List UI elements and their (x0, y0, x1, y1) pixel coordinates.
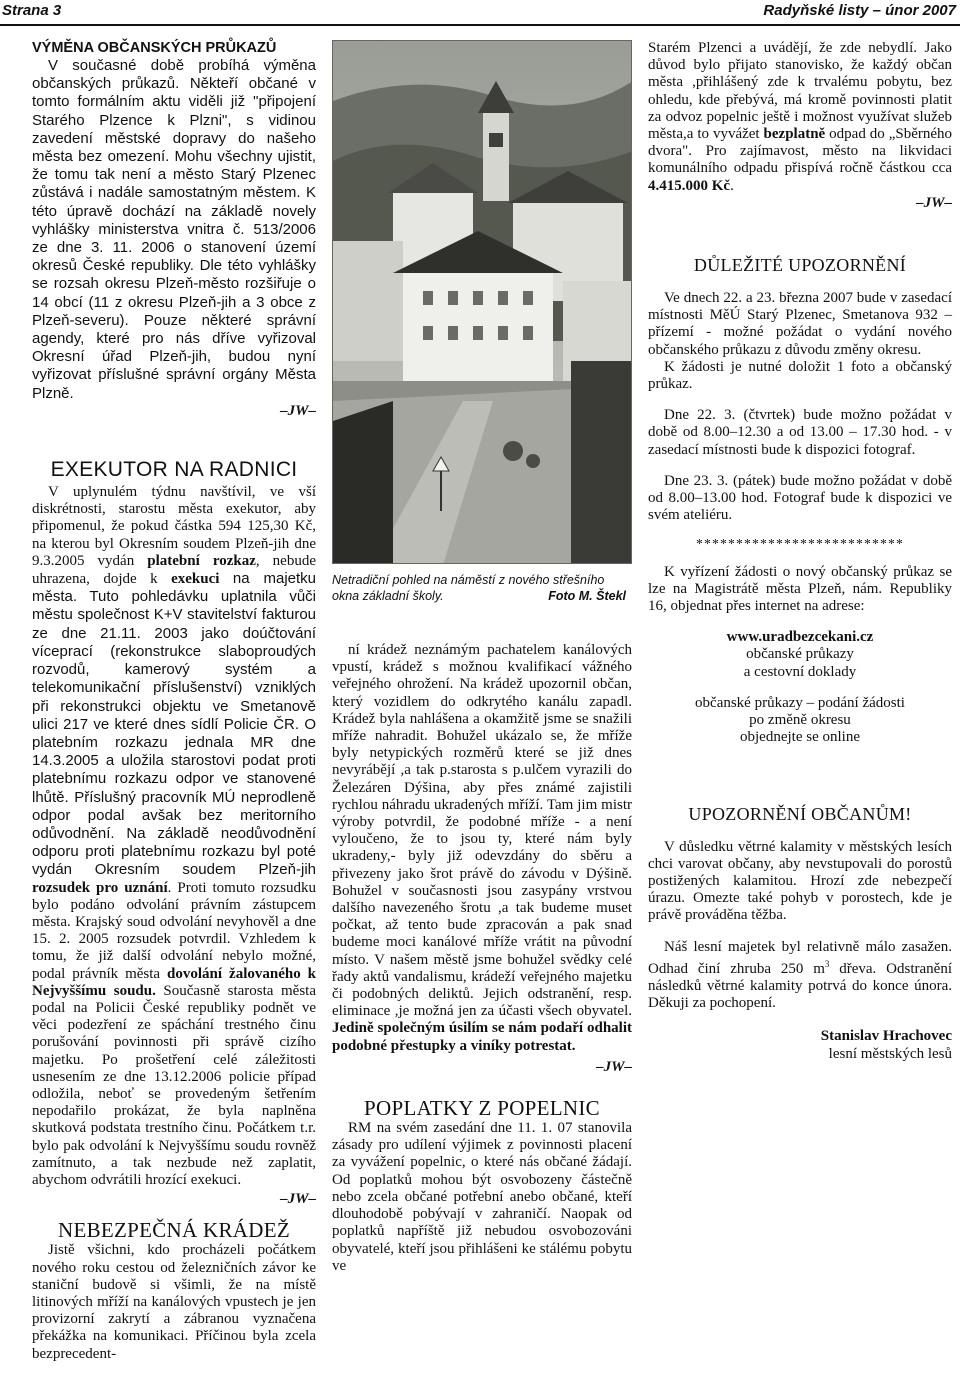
website-link[interactable]: www.uradbezcekani.cz (726, 629, 874, 646)
notice-line: občanské průkazy (746, 646, 854, 663)
photo-credit: Foto M. Štekl (548, 589, 626, 603)
column-1 (32, 40, 316, 1363)
signature: –JW– (280, 402, 316, 419)
page-number: Strana 3 (2, 2, 62, 19)
page-header (0, 0, 960, 26)
notice-line: objednejte se online (740, 729, 860, 746)
article-body-kradez-continued: ní krádež neznámým pachatelem kanálových vpustí, krádež s možnou kvalifikací vážného veřejného ohrožení. Na krádež upozornil občan, který vozidlem do odkrytého kanálu zapadl. Krádež byla nahlášena a okamžitě jsme se snažili mříže nahradit. Bohužel ukázalo se, že mříže byly netypických rozměrů které se již dnes nevyrábějí ,a tak p.starosta s p.ulčem vyrazili do Železáren Dýšina, aby přes známé zajistili rychlou náhradu ukradených mříží. Tam jim mistr výroby potvrdil, že podobné mříže - a není vyloučeno, že to jsou ty, které nám byly ukradeny,- byly již odevzdány do sběru a přivezeny jako šrot právě do závodu v Dýšině. Bohužel v současnosti jsou zasypány vrstvou dalšího navezeného šrotu ,a tak budeme muset počkat, až tento bude zpracován a pak snad budeme moci kanálové mříže vrátit na původní místo. V našem městě jsme bohužel svědky celé řady aktů vandalismu, krádeží veřejného majetku či podobných deliktů. Jejich odstranění, resp. eliminace ,je možná jen za účasti všech obyvatel. Jedině společným úsilím se nám podaří odhalit podobné přestupky a viníky potrestat. (332, 642, 632, 1054)
notice-line: a cestovní doklady (743, 663, 857, 680)
signature: –JW– (916, 194, 952, 211)
article-title-poplatky: POPLATKY Z POPELNIC (364, 1096, 600, 1121)
notice-title-dulezite: DŮLEŽITÉ UPOZORNĚNÍ (693, 255, 907, 276)
article-body-poplatky-continued: Starém Plzenci a uvádějí, že zde nebydlí. Jako důvod bylo přijato stanovisko, že každý občan města ,přihlášený zde k trvalému pobytu, bez ohledu, kde přebývá, má kromě povinnosti platit za odvoz popelnic ještě i možnost využívat služeb města,a to vyvážet bezplatně odpad do „Sběrného dvora". Pro zajímavost, město na likvidaci komunálního odpadu přispívá ročně částkou cca 4.415.000 Kč. (648, 40, 953, 194)
article-body-exekutor: V uplynulém týdnu navštívil, ve vší diskrétnosti, starostu města exekutor, aby připomenul, že pokud částka 594 125,30 Kč, na kterou byl Okresním soudem Plzeň-jih dne 9.3.2005 vydán platební rozkaz, nebude uhrazena, dojde k exekuci na majetku města. Tuto pohledávku uplatnila vůči městu společnost K+V stavitelství fakturou ze dne 21.11. 2003 jako doúčtování víceprací (rekonstrukce slaboproudých rozvodů, kamerový systém a telekomunikační příslušenství) vzniklých při rekonstrukci objektu ve Smetanově ulici 217 ve které dnes sídlí Policie ČR. O platebním rozkazu jednala MR dne 14.3.2005 a uložila starostovi podat proti platebnímu rozkazu odpor ve stanovené lhůtě. Příslušný pracovník MÚ neprodleně odpor podal avšak bez meritorního odůvodnění. Na základě neodůvodnění odporu proti platebnímu rozkazu byl poté vydán Okresním soudem Plzeň-jih rozsudek pro uznání. Proti tomuto rozsudku bylo podáno odvolání právním zástupcem města. Krajský soud odvolání nevyhověl a dne 15. 2. 2005 rozsudek potvrdil. Vzhledem k tomu, že již další odvolání nebylo možné, podal právník města dovolání žalovaného k Nejvyššímu soudu. Současně starosta města podal na Policii České republiky podnět ve věci podezření ze spáchání trestného činu porušování povinnosti při správě cizího majetku. Po prošetření celé záležitosti usnesením ze dne 13.12.2006 policie případ odložila, neboť se provedeným šetřením nepodařilo prokázat, že byla naplněna skutková podstata trestního činu. Počátkem t.r. bylo pak odvolání k Nejvyššímu soudu rovněž zamítnuto, a tak nezbude než zaplatit, abychom odvrátili hrozící exekuci. (32, 484, 317, 1188)
article-title-kradez: NEBEZPEČNÁ KRÁDEŽ (57, 1218, 290, 1243)
notice-paragraph: Dne 23. 3. (pátek) bude možno požádat v době od 8.00–13.00 hod. Fotograf bude k dispozici ve svém ateliéru. (648, 472, 952, 524)
notice-line: občanské průkazy – podání žádosti (695, 694, 905, 711)
notice-title-obcanum: UPOZORNĚNÍ OBČANŮM! (688, 803, 912, 824)
signature: –JW– (596, 1058, 632, 1075)
notice-paragraph: Náš lesní majetek byl relativně málo zasažen. Odhad činí zhruba 250 $m^3$ dřeva. Odstranění následků větrné kalamity potrvá do konce února. Děkuji za pochopení. (648, 938, 952, 1012)
separator-stars: ************************** (696, 537, 904, 553)
column-3 (648, 40, 952, 1063)
article-title-exekutor: EXEKUTOR NA RADNICI (50, 458, 298, 482)
notice-box-obcanum (648, 803, 952, 1063)
article-body-kradez: Jistě všichni, kdo procházeli počátkem nového roku cestou od železničních závor ke staniční budově si všimli, že na místě litinových mříží na kanálových vpustech je jen provizorní zakrytí a zábranou vyznačena překážka na komunikaci. Příčinou byla zcela bezprecedent- (32, 1242, 316, 1362)
notice-paragraph: Dne 22. 3. (čtvrtek) bude možno požádat v době od 8.00–12.30 a od 13.00 – 17.30 hod. - v zasedací místnosti bude k dispozici fotograf. (648, 407, 952, 458)
column-2 (332, 40, 632, 1275)
notice-paragraph: V důsledku větrné kalamity v městských lesích chci varovat občany, aby nevstupovali do porostů postižených kalamitou. Hrozí zde nebezpečí úrazu. Omezte také pohyb v porostech, kde je právě prováděna těžba. (648, 838, 952, 924)
photo-illustration (333, 41, 632, 564)
signature-role: lesní městských lesů (828, 1045, 952, 1062)
notice-paragraph: Ve dnech 22. a 23. března 2007 bude v zasedací místnosti MěÚ Starý Plzenec, Smetanova 932 – přízemí - možné požádat o vydání nového občanského průkazu z důvodu změny okresu. (648, 290, 952, 358)
photo-caption: Netradiční pohled na náměstí z nového střešního okna základní školy. Foto M. Štekl (332, 573, 626, 603)
notice-box-dulezite (648, 254, 952, 746)
article-body-poplatky: RM na svém zasedání dne 11. 1. 07 stanovila zásady pro udílení výjimek z povinnosti placení za vyvážení popelnic, o které nás občané žádají. Od poplatků mohou být osvobozeny částečně nebo zcela občané potřební anebo občané, kteří dlouhodobě pobývají v zahraničí. Naopak od poplatků napříště již nebudou osvobozováni obyvatelé, kteří jsou přihlášeni ke stálému pobytu ve (332, 1120, 632, 1274)
town-square-photo (332, 40, 632, 564)
notice-paragraph: K vyřízení žádosti o nový občanský průkaz se lze na Magistrátě města Plzeň, nám. Republiky 16, objednat přes internet na adrese: (648, 563, 952, 615)
article-title-vymena: VÝMĚNA OBČANSKÝCH PRŮKAZŮ (32, 40, 277, 56)
notice-paragraph: K žádosti je nutné doložit 1 foto a občanský průkaz. (648, 358, 952, 393)
article-body-vymena: V současné době probíhá výměna občanských průkazů. Někteří občané v tomto formálním aktu viděli již "připojení Starého Plzence k Plzni", s vidinou zavedení městské dopravy do našeho města bez omezení. Mohu všechny ujistit, že tomu tak není a město Starý Plzenec zůstává i nadále samostatným městem. K této úpravě dochází na základě novely vyhlášky ministerstva vnitra č. 513/2006 ze dne 3. 11. 2006 o stanovení území okresů České republiky. Dle této vyhlášky se rozsah okresu Plzeň-město rozšiřuje o 14 obcí (11 z okresu Plzeň-jih a 3 obce z Plzeň-severu). Pouze některé správní agendy, které pro nás dříve vyřizoval Okresní úřad Plzeň-jih, budou nyní vyřizovat příslušné správní orgány Města Plzně. (32, 57, 316, 402)
signature: –JW– (280, 1191, 316, 1208)
issue-label: Radyňské listy – únor 2007 (763, 2, 956, 19)
notice-line: po změně okresu (749, 712, 851, 729)
signature-name: Stanislav Hrachovec (820, 1028, 952, 1045)
